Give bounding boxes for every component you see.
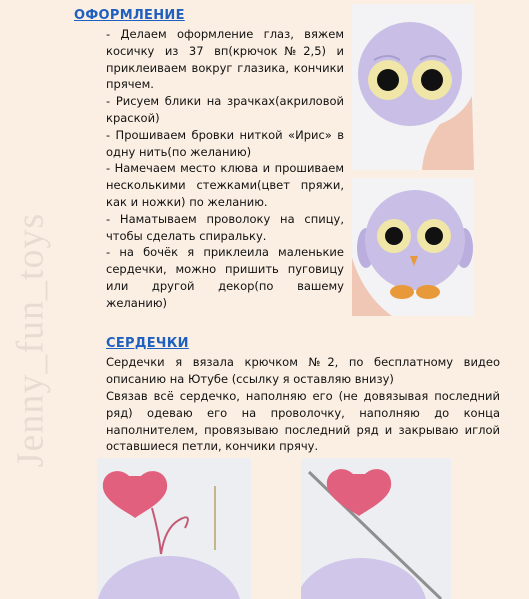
owl-head-photo [352,4,474,170]
heart-needle-photo [301,458,451,599]
instruction-beak: - Намечаем место клюва и прошиваем несколькими стежками(цвет пряжи, как и ножки) по желанию. [106,161,344,209]
section-heading-decoration: ОФОРМЛЕНИЕ [74,8,185,23]
heart-wire-photo [97,458,251,599]
owl-body-photo [352,178,474,316]
hearts-assembly-paragraph: Связав всё сердечко, наполняю его (не довязывая последний ряд) одеваю его на проволочку, наполняю до конца наполнителем, провязываю последний ряд и закрываю иглой оставшиеся петли, кончики прячу. [106,389,500,454]
instruction-brows: - Прошиваем бровки ниткой «Ирис» в одну нить(по желанию) [106,127,344,159]
watermark-text: Jenny_fun_toys [9,212,51,468]
instruction-spiral: - Наматываем проволоку на спицу, чтобы сделать спиральку. [106,211,344,243]
instruction-eyes: - Делаем оформление глаз, вяжем косичку из 37 вп(крючок№2,5) и приклеиваем вокруг глазика, кончики прячем. [106,27,344,92]
section-heading-hearts: СЕРДЕЧКИ [106,336,189,351]
hearts-video-paragraph: Сердечки я вязала крючком №2, по бесплатному видео описанию на Ютубе (ссылку я оставляю внизу) [106,355,500,386]
watermark [6,175,54,505]
instruction-highlights: - Рисуем блики на зрачках(акриловой краской) [106,94,344,125]
instruction-hearts-decor: - на бочёк я приклеила маленькие сердечки, можно пришить пуговицу или другой декор(по вашему желанию) [106,245,344,310]
decoration-instructions [106,26,344,312]
